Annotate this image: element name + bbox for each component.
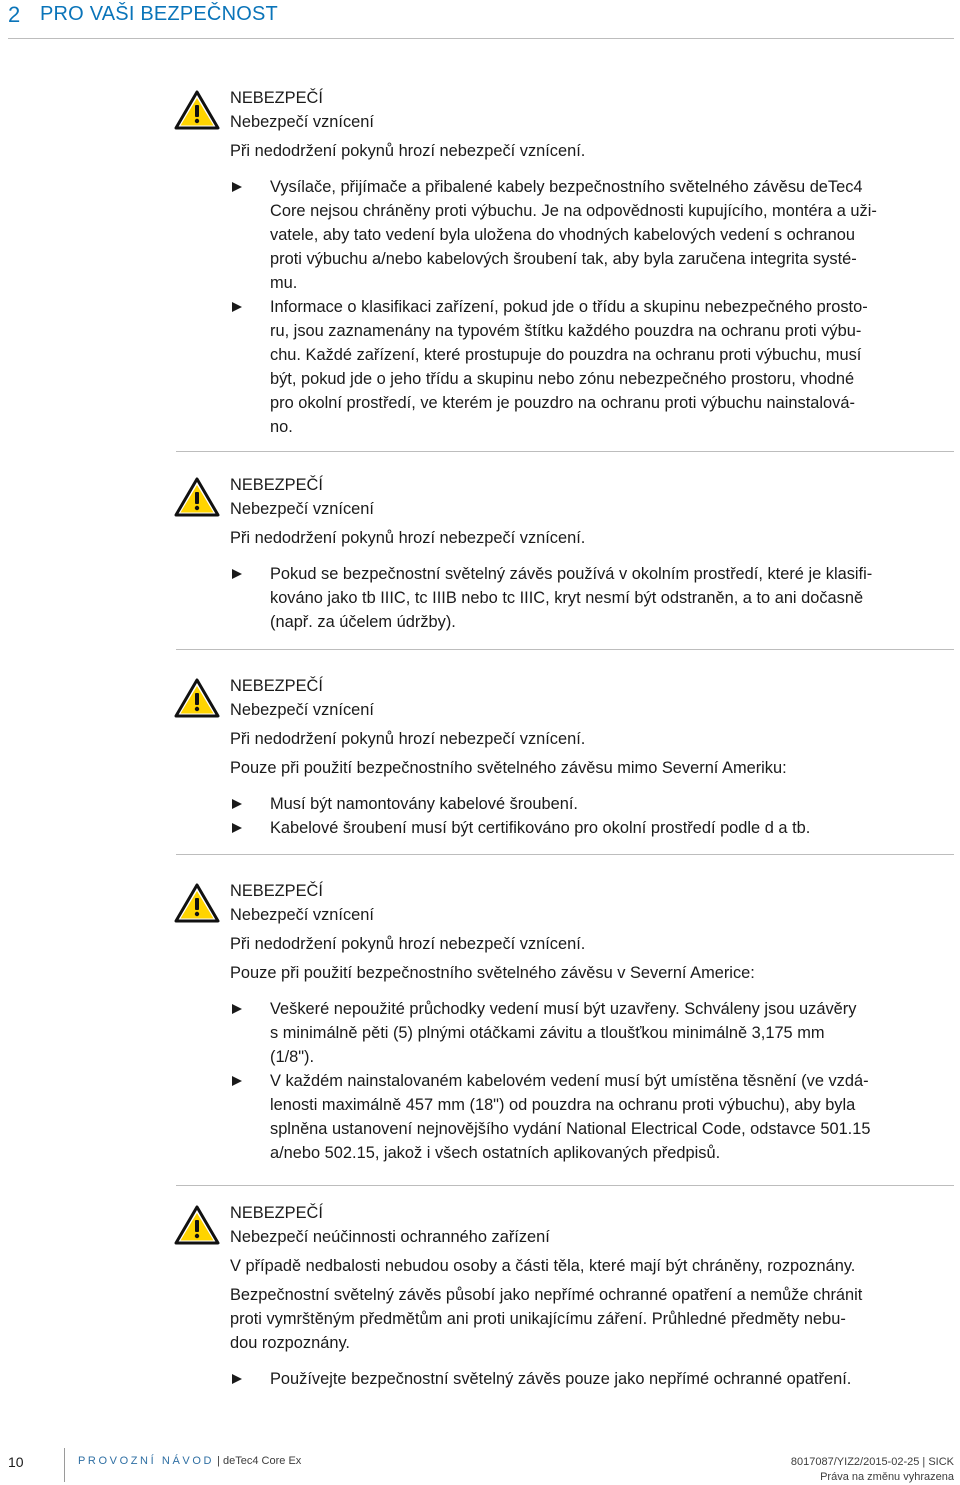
bullet-arrow-icon (232, 1004, 242, 1014)
document-type: PROVOZNÍ NÁVOD (78, 1455, 215, 1467)
signal-word: NEBEZPEČÍ (230, 677, 323, 695)
footer-document-info (78, 1455, 301, 1467)
bullet-arrow-icon (232, 182, 242, 192)
bullet-item: Vysílače, přijímače a přibalené kabely bezpečnostního světelného závěsu deTec4 Core nejsou chráněny proti výbuchu. Je na odpovědnosti kupujícího, montéra a uži- vatele, aby tato vedení byla uložena do vhodných kabelových vedení s ochranou proti výbuchu a/nebo kabelových šroubení tak, aby byla zaručena integrita systé- mu. (230, 175, 954, 295)
footer-divider (64, 1448, 65, 1482)
signal-word: NEBEZPEČÍ (230, 476, 323, 494)
consequence: Při nedodržení pokynů hrozí nebezpečí vznícení. (230, 529, 586, 547)
consequence: V případě nedbalosti nebudou osoby a části těla, které mají být chráněny, rozpoznány. (230, 1257, 856, 1275)
document-id: 8017087/YIZ2/2015-02-25 | SICK (790, 1456, 954, 1468)
bullet-arrow-icon (232, 799, 242, 809)
warning-block-2 (176, 473, 954, 650)
bullet-item: Informace o klasifikaci zařízení, pokud jde o třídu a skupinu nebezpečného prosto- ru, jsou zaznamenány na typovém štítku každého pouzdra na ochranu proti výbu- chu. Každé zařízení, které prostupuje do pouzdra na ochranu proti výbuchu, musí být, pokud jde o jeho třídu a skupinu nebo zónu nebezpečného prostoru, vhodné pro okolní prostředí, ve kterém je pouzdro na ochranu proti výbuchu nainstalová- no. (230, 295, 954, 439)
rights-notice: Práva na změnu vyhrazena (820, 1471, 954, 1483)
hazard-type: Nebezpečí vznícení (230, 113, 374, 131)
bullet-arrow-icon (232, 569, 242, 579)
footer-separator: | (217, 1455, 220, 1467)
warning-block-4 (176, 879, 954, 1186)
bullet-item: Pokud se bezpečnostní světelný závěs používá v okolním prostředí, které je klasifi- kováno jako tb IIIC, tc IIIB nebo tc IIIC, kryt nesmí být odstraněn, a to ani dočasně (např. za účelem údržby). (230, 562, 954, 634)
warning-triangle-icon (174, 477, 220, 517)
chapter-header (8, 0, 954, 39)
bullet-arrow-icon (232, 1374, 242, 1384)
bullet-item: Používejte bezpečnostní světelný závěs pouze jako nepřímé ochranné opatření. (230, 1367, 954, 1391)
warning-block-3 (176, 674, 954, 855)
warning-triangle-icon (174, 678, 220, 718)
intro-text: Pouze při použití bezpečnostního světelného závěsu mimo Severní Ameriku: (230, 759, 787, 777)
bullet-item: Kabelové šroubení musí být certifikováno pro okolní prostředí podle d a tb. (230, 816, 954, 840)
footer-meta (791, 1455, 954, 1485)
warning-triangle-icon (174, 883, 220, 923)
product-name: deTec4 Core Ex (223, 1455, 302, 1467)
bullet-item: Musí být namontovány kabelové šroubení. (230, 792, 954, 816)
signal-word: NEBEZPEČÍ (230, 1204, 323, 1222)
warning-block-5 (176, 1201, 954, 1391)
paragraph: Bezpečnostní světelný závěs působí jako nepřímé ochranné opatření a nemůže chránit proti vymrštěným předmětům ani proti unikajícímu záření. Průhledné předměty nebu- dou rozpoznány. (230, 1286, 863, 1352)
bullet-item: V každém nainstalovaném kabelovém vedení musí být umístěna těsnění (ve vzdá- lenosti maximálně 457 mm (18") od pouzdra na ochranu proti výbuchu), aby byla splněna ustanovení nejnovějšího vydání National Electrical Code, odstavce 501.15 a/nebo 502.15, jakož i všech ostatních aplikovaných předpisů. (230, 1069, 954, 1165)
chapter-title: PRO VAŠI BEZPEČNOST (40, 3, 278, 25)
intro-text: Pouze při použití bezpečnostního světelného závěsu v Severní Americe: (230, 964, 755, 982)
consequence: Při nedodržení pokynů hrozí nebezpečí vznícení. (230, 935, 586, 953)
consequence: Při nedodržení pokynů hrozí nebezpečí vznícení. (230, 142, 586, 160)
warning-triangle-icon (174, 90, 220, 130)
page-number: 10 (8, 1454, 24, 1470)
hazard-type: Nebezpečí vznícení (230, 500, 374, 518)
hazard-type: Nebezpečí neúčinnosti ochranného zařízení (230, 1228, 550, 1246)
bullet-arrow-icon (232, 1076, 242, 1086)
consequence: Při nedodržení pokynů hrozí nebezpečí vznícení. (230, 730, 586, 748)
bullet-arrow-icon (232, 302, 242, 312)
bullet-arrow-icon (232, 823, 242, 833)
chapter-number: 2 (8, 2, 21, 27)
hazard-type: Nebezpečí vznícení (230, 906, 374, 924)
bullet-item: Veškeré nepoužité průchodky vedení musí být uzavřeny. Schváleny jsou uzávěry s minimálně pěti (5) plnými otáčkami závitu a tloušťkou minimálně 3,175 mm (1/8"). (230, 997, 954, 1069)
signal-word: NEBEZPEČÍ (230, 882, 323, 900)
hazard-type: Nebezpečí vznícení (230, 701, 374, 719)
signal-word: NEBEZPEČÍ (230, 89, 323, 107)
warning-block-1 (176, 86, 954, 452)
warning-triangle-icon (174, 1205, 220, 1245)
